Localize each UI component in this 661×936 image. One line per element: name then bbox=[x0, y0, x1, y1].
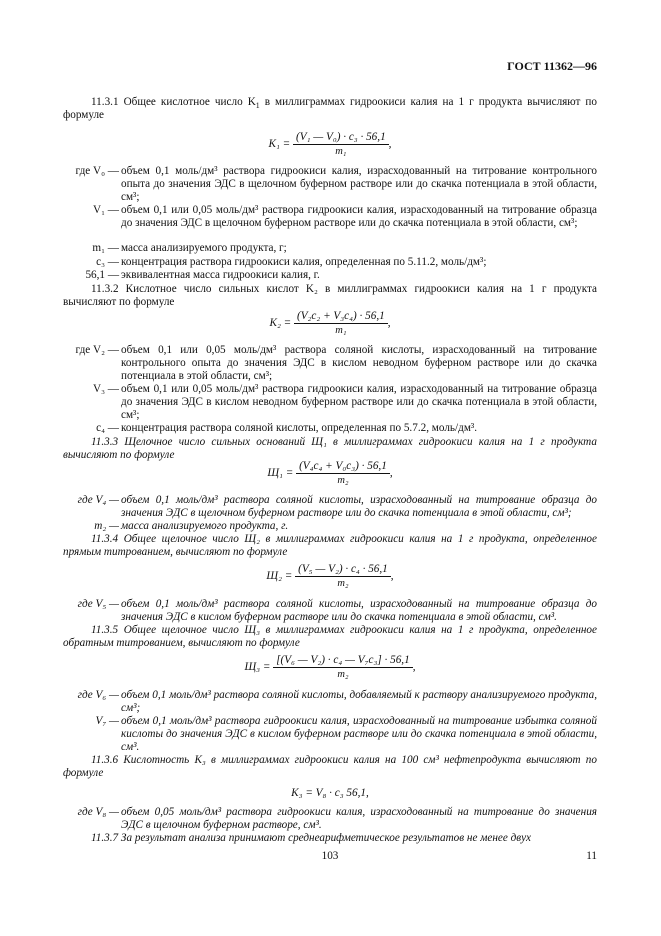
paragraph-11-3-4: 11.3.4 Общее щелочное число Щ₂ в миллиграммах гидроокиси калия на 1 г продукта, определенное прямым титрованием, вычисляют по формуле bbox=[63, 533, 597, 558]
page-number-center: 103 bbox=[321, 850, 339, 862]
formula-sch2: Щ₂ = $\frac{\text{(V₅ — V₂) · c₄ · 56,1}}{\text{m₂}}$ , bbox=[266, 563, 394, 589]
paragraph-11-3-1: 11.3.1 Общее кислотное число $K_1$ в миллиграммах гидроокиси калия на 1 г продукта вычисляют по формуле bbox=[63, 96, 597, 121]
formula-sch3: Щ₃ = $\frac{\text{[(V₆ — V₂) · c₄ — V₇c₃] · 56,1}}{\text{m₂}}$ , bbox=[244, 654, 416, 680]
formula-k3: K₃ = V₈ · c₃ 56,1, bbox=[291, 787, 369, 799]
paragraph-11-3-2: 11.3.2 Кислотное число сильных кислот K₂ в миллиграммах гидроокиси калия на 1 г продукта вычисляют по формуле bbox=[63, 283, 597, 308]
paragraph-11-3-5: 11.3.5 Общее щелочное число Щ₃ в миллиграммах гидроокиси калия на 1 г продукта, определенное обратным титрованием, вычисляют по формуле bbox=[63, 624, 597, 649]
paragraph-11-3-6: 11.3.6 Кислотность K₃ в миллиграммах гидроокиси калия на 100 см³ нефтепродукта вычисляют по формуле bbox=[63, 754, 597, 779]
page-number-right: 11 bbox=[586, 850, 597, 862]
document-header: ГОСТ 11362—96 bbox=[507, 59, 597, 73]
paragraph-11-3-7: 11.3.7 За результат анализа принимают среднеарифметическое результатов не менее двух bbox=[91, 832, 531, 844]
formula-k2: K₂ = $\frac{\text{(V₂c₂ + V₃c₄) · 56,1}}{\text{m₁}}$ , bbox=[269, 310, 391, 336]
paragraph-11-3-3: 11.3.3 Щелочное число сильных оснований Щ₁ в миллиграммах гидроокиси калия на 1 г продукта вычисляют по формуле bbox=[63, 436, 597, 461]
formula-k1: K₁ = $\frac{\text{(V₁ — V₀) · c₃ · 56,1}}{\text{m₁}}$ , bbox=[268, 131, 392, 157]
formula-sch1: Щ₁ = $\frac{\text{(V₄c₄ + V₀c₃) · 56,1}}{\text{m₂}}$ , bbox=[267, 460, 393, 486]
